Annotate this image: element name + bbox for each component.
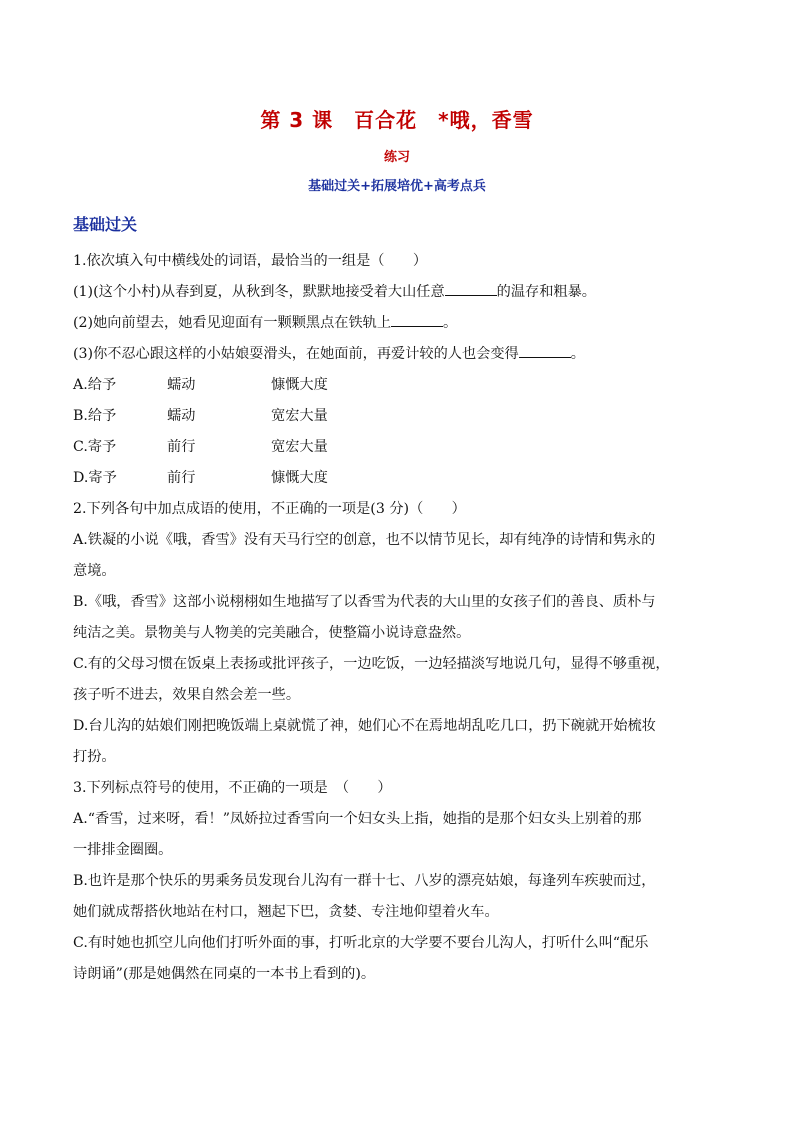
q2-option-c-line-1: C.有的父母习惯在饭桌上表扬或批评孩子，一边吃饭，一边轻描淡写地说几句，显得不够重视， [73,656,670,672]
lesson-title: 第 3 课 百合花 *哦，香雪 [260,108,534,132]
q1-item-2-post: 。 [443,315,458,331]
option-word-2: 慷慨大度 [271,377,328,393]
option-word-1: 蠕动 [167,377,196,393]
q1-option-d [73,463,725,494]
q2-option-a-line-2: 意境。 [73,563,116,579]
option-word-1: 蠕动 [167,408,196,424]
option-word-1: 前行 [167,439,196,455]
option-word-1: 前行 [167,470,196,486]
q3-stem: 3.下列标点符号的使用，不正确的一项是 （ ） [73,780,392,796]
q1-item-1-post: 的温存和粗暴。 [496,284,596,300]
option-word-2: 宽宏大量 [271,408,328,424]
fill-blank [519,343,571,358]
q3-option-c-line-2: 诗朗诵”(那是她偶然在同桌的一本书上看到的)。 [73,966,376,982]
q3-option-a-line-2: 一排排金圈圈。 [73,842,173,858]
q1-item-3 [73,339,725,370]
q1-item-3-post: 。 [570,346,585,362]
q2-option-b-line-1: B.《哦，香雪》这部小说栩栩如生地描写了以香雪为代表的大山里的女孩子们的善良、质朴与 [73,594,656,610]
option-label: C.寄予 [73,439,117,455]
q2-option-a-line-1: A.铁凝的小说《哦，香雪》没有天马行空的创意，也不以情节见长，却有纯净的诗情和隽永的 [73,532,656,548]
option-label: A.给予 [73,377,117,393]
q3-option-b-line-2: 她们就成帮搭伙地站在村口，翘起下巴，贪婪、专注地仰望着火车。 [73,904,499,920]
option-word-2: 宽宏大量 [271,439,328,455]
fill-blank [445,281,497,296]
q1-stem: 1.依次填入句中横线处的词语，最恰当的一组是（ ） [73,253,428,269]
q2-option-c-line-2: 孩子听不进去，效果自然会差一些。 [73,687,301,703]
q2-stem: 2.下列各句中加点成语的使用，不正确的一项是(3 分)（ ） [73,501,466,517]
q1-option-b [73,401,725,432]
section-heading: 基础过关 [73,215,138,234]
q3-option-b-line-1: B.也许是那个快乐的男乘务员发现台儿沟有一群十七、八岁的漂亮姑娘，每逢列车疾驶而过， [73,873,656,889]
q1-item-1 [73,277,725,308]
q2-option-d-line-2: 打扮。 [73,749,116,765]
option-label: B.给予 [73,408,117,424]
q1-option-c [73,432,725,463]
q3-option-a-line-1: A.“香雪，过来呀，看！”凤娇拉过香雪向一个妇女头上指，她指的是那个妇女头上别着的那 [73,811,642,827]
q3-option-c-line-1: C.有时她也抓空儿向他们打听外面的事，打听北京的大学要不要台儿沟人，打听什么叫“配乐 [73,935,649,951]
q1-item-3-pre: (3)你不忍心跟这样的小姑娘耍滑头，在她面前，再爱计较的人也会变得 [73,346,519,362]
practice-subtitle: 练习 [383,150,410,165]
option-label: D.寄予 [73,470,117,486]
q1-item-2-pre: (2)她向前望去，她看见迎面有一颗颗黑点在铁轨上 [73,315,392,331]
option-word-2: 慷慨大度 [271,470,328,486]
fill-blank [391,312,443,327]
q2-option-b-line-2: 纯洁之美。景物美与人物美的完美融合，使整篇小说诗意盎然。 [73,625,471,641]
section-tagline: 基础过关+拓展培优+高考点兵 [308,179,486,194]
q1-item-1-pre: (1)(这个小村)从春到夏，从秋到冬，默默地接受着大山任意 [73,284,445,300]
q1-option-a [73,370,725,401]
question-body [73,246,725,990]
q2-option-d-line-1: D.台儿沟的姑娘们刚把晚饭端上桌就慌了神，她们心不在焉地胡乱吃几口，扔下碗就开始梳妆 [73,718,656,734]
q1-item-2 [73,308,725,339]
